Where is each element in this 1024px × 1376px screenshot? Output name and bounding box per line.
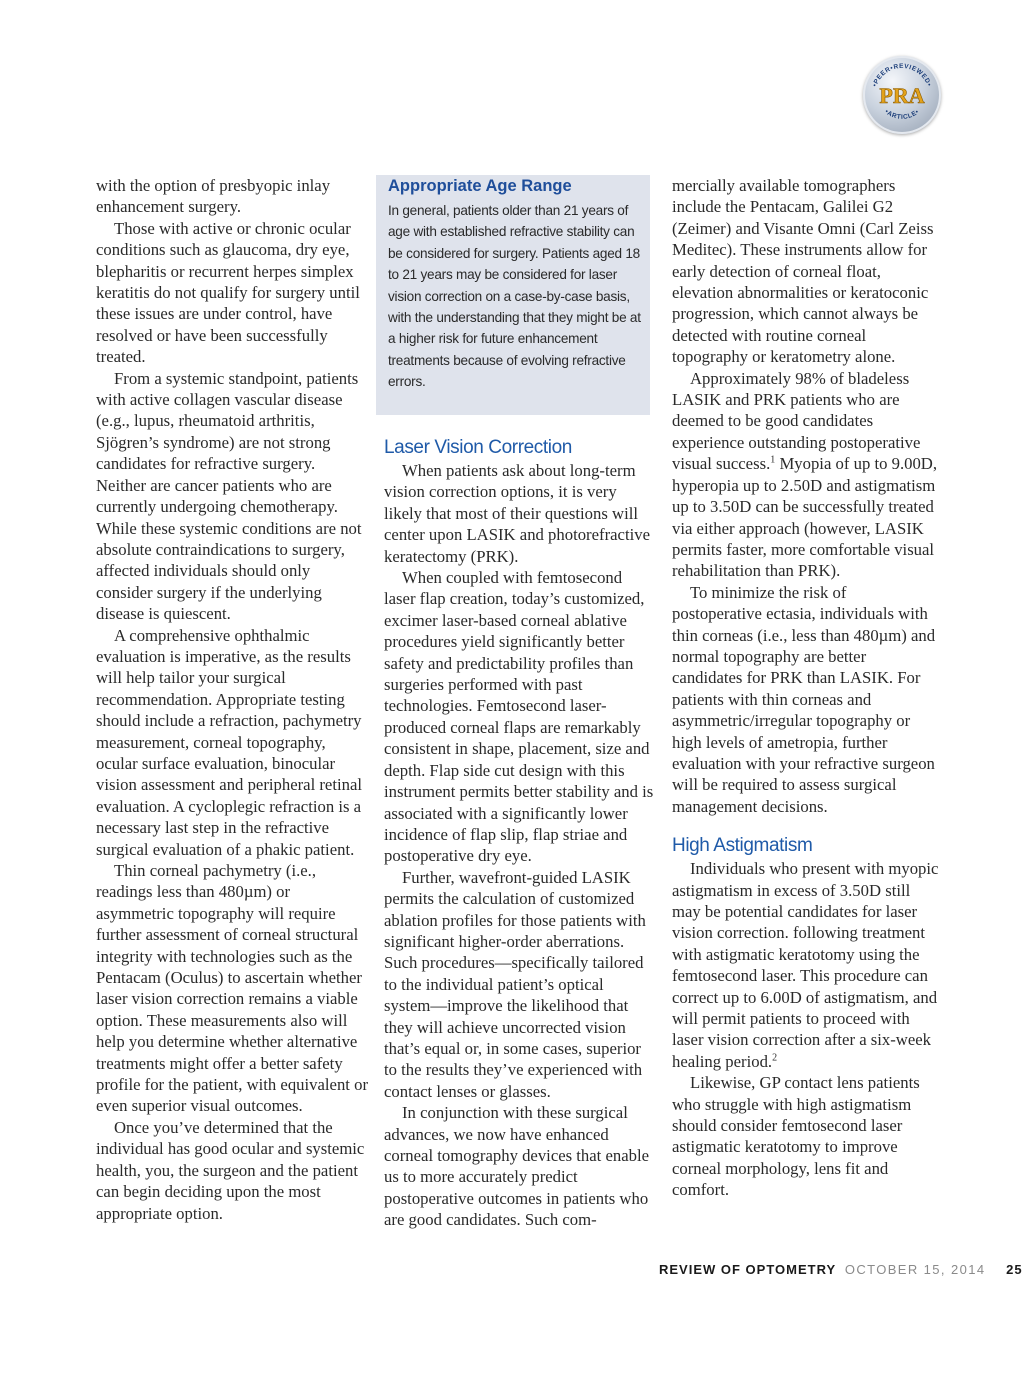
body-paragraph: Once you’ve determined that the individual has good ocular and systemic health, you, the surgeon and the patient can begin deciding upon the most appropriate option.: [96, 1117, 365, 1223]
reference-superscript: 1: [770, 454, 776, 466]
peer-reviewed-article-badge: [863, 56, 941, 134]
page-footer: [659, 1261, 1023, 1279]
badge-logo-icon: [863, 56, 941, 134]
reference-superscript: 2: [772, 1052, 778, 1064]
badge-monogram: PRA: [879, 83, 925, 108]
body-paragraph: [672, 368, 940, 582]
section-heading-laser-vision-correction: Laser Vision Correction: [384, 437, 572, 458]
body-paragraph: To minimize the risk of postoperative ectasia, individuals with thin corneas (i.e., less than 480µm) and normal topography are better candidates for PRK than LASIK. For patients with thin corneas and asymmetric/irregular topography or high levels of ametropia, further evaluation with your refractive surgeon will be required to assess surgical management decisions.: [672, 582, 936, 816]
body-paragraph: Further, wavefront-guided LASIK permits the calculation of customized ablation profiles for those patients with significant higher-order aberrations. Such procedures—specifically tailored to the individual patient’s optical system—improve the likelihood that they will achieve uncorrected vision that’s equal or, in some cases, superior to the results they’ve experienced with contact lenses or glasses.: [384, 867, 646, 1101]
article-column-3: [672, 175, 940, 1201]
body-paragraph: A comprehensive ophthalmic evaluation is imperative, as the results will help tailor your surgical recommendation. Appropriate testing should include a refraction, pachymetry measurement, corneal topography, ocular surface evaluation, binocular vision assessment and peripheral retinal evaluation. A cycloplegic refraction is a necessary last step in the refractive surgical evaluation of a phakic patient.: [96, 625, 362, 859]
issue-date: OCTOBER 15, 2014: [844, 1262, 986, 1277]
age-range-sidebar: [376, 175, 650, 415]
publication-name: REVIEW OF OPTOMETRY: [659, 1262, 837, 1277]
body-paragraph: mercially available tomographers include the Pentacam, Galilei G2 (Zeimer) and Visante Omni (Carl Zeiss Meditec). These instruments allow for early detection of corneal float, elevation abnormalities or keratoconic progression, which cannot always be detected with routine corneal topography or keratometry alone.: [672, 176, 934, 367]
sidebar-title: Appropriate Age Range: [388, 177, 572, 195]
svg-text:•ARTICLE•: [883, 108, 921, 121]
body-paragraph: In conjunction with these surgical advances, we now have enhanced corneal tomography devices that enable us to more accurately predict postoperative outcomes in patients who are good candidates. Such com-: [384, 1103, 650, 1230]
section-heading-high-astigmatism: High Astigmatism: [672, 835, 813, 857]
body-paragraph: Thin corneal pachymetry (i.e., readings less than 480µm) or asymmetric topography will require further assessment of corneal structural integrity with technologies such as the Pentacam (Oculus) to ascertain whether laser vision correction remains a viable option. These measurements also will help you determine whether alternative treatments might offer a better safety profile for the patient, with equivalent or even superior visual outcomes.: [96, 861, 369, 1116]
body-paragraph: From a systemic standpoint, patients with active collagen vascular disease (e.g., lupus, rheumatoid arthritis, Sjögren’s syndrome) are not strong candidates for refractive surgery. Neither are cancer patients who are currently undergoing chemotherapy. While these systemic conditions are not absolute contraindications to surgery, affected individuals should only consider surgery if the underlying disease is quiescent.: [96, 368, 362, 624]
article-column-1: [96, 175, 368, 1224]
body-paragraph: Likewise, GP contact lens patients who struggle with high astigmatism should consider femtosecond laser astigmatic keratotomy to improve corneal morphology, lens fit and comfort.: [672, 1073, 920, 1200]
badge-ring-bottom-text: •ARTICLE•: [883, 108, 921, 121]
article-column-2: [384, 175, 654, 1231]
paragraph-text: Individuals who present with myopic astigmatism in excess of 3.50D still may be potential candidates for laser vision correction. following treatment with astigmatic keratotomy using the femtosecond laser. This procedure can correct up to 6.00D of astigmatism, and will permit patients to proceed with laser vision correction after a six-week healing period.: [672, 859, 939, 1071]
paragraph-text: Approximately 98% of bladeless LASIK and PRK patients who are deemed to be good candidates experience outstanding postoperative visual success.: [672, 368, 921, 474]
body-paragraph: Those with active or chronic ocular conditions such as glaucoma, dry eye, blepharitis or recurrent herpes simplex keratitis do not qualify for surgery until these issues are under control, have resolved or have been successfully treated.: [96, 218, 360, 367]
body-paragraph: When patients ask about long-term vision correction options, it is very likely that most of their questions will center upon LASIK and photorefractive keratectomy (PRK).: [384, 461, 650, 566]
paragraph-text: Myopia of up to 9.00D, hyperopia up to 2.50D and astigmatism up to 3.50D can be successfully treated via either approach (however, LASIK permits faster, more comfortable visual rehabilitation than PRK).: [672, 454, 938, 581]
body-paragraph: [672, 858, 940, 1072]
sidebar-body: In general, patients older than 21 years of age with established refractive stability can be considered for surgery. Patients aged 18 to 21 years may be considered for laser vision correction on a case-by-case basis, with the understanding that they might be at a higher risk for future enhancement treatments because of evolving refractive errors.: [388, 203, 641, 390]
badge-ring-top-text: •PEER•REVIEWED•: [871, 62, 933, 88]
body-paragraph: with the option of presbyopic inlay enhancement surgery.: [96, 176, 331, 217]
page-number: 25: [1006, 1262, 1023, 1277]
body-paragraph: When coupled with femtosecond laser flap creation, today’s customized, excimer laser-based corneal ablative procedures yield significantly better safety and predictability profiles than surgeries performed with past technologies. Femtosecond laser-produced corneal flaps are remarkably consistent in shape, placement, size and depth. Flap side cut design with this instrument permits better stability and is associated with a significantly lower incidence of flap slip, flap striae and postoperative dry eye.: [384, 568, 654, 866]
